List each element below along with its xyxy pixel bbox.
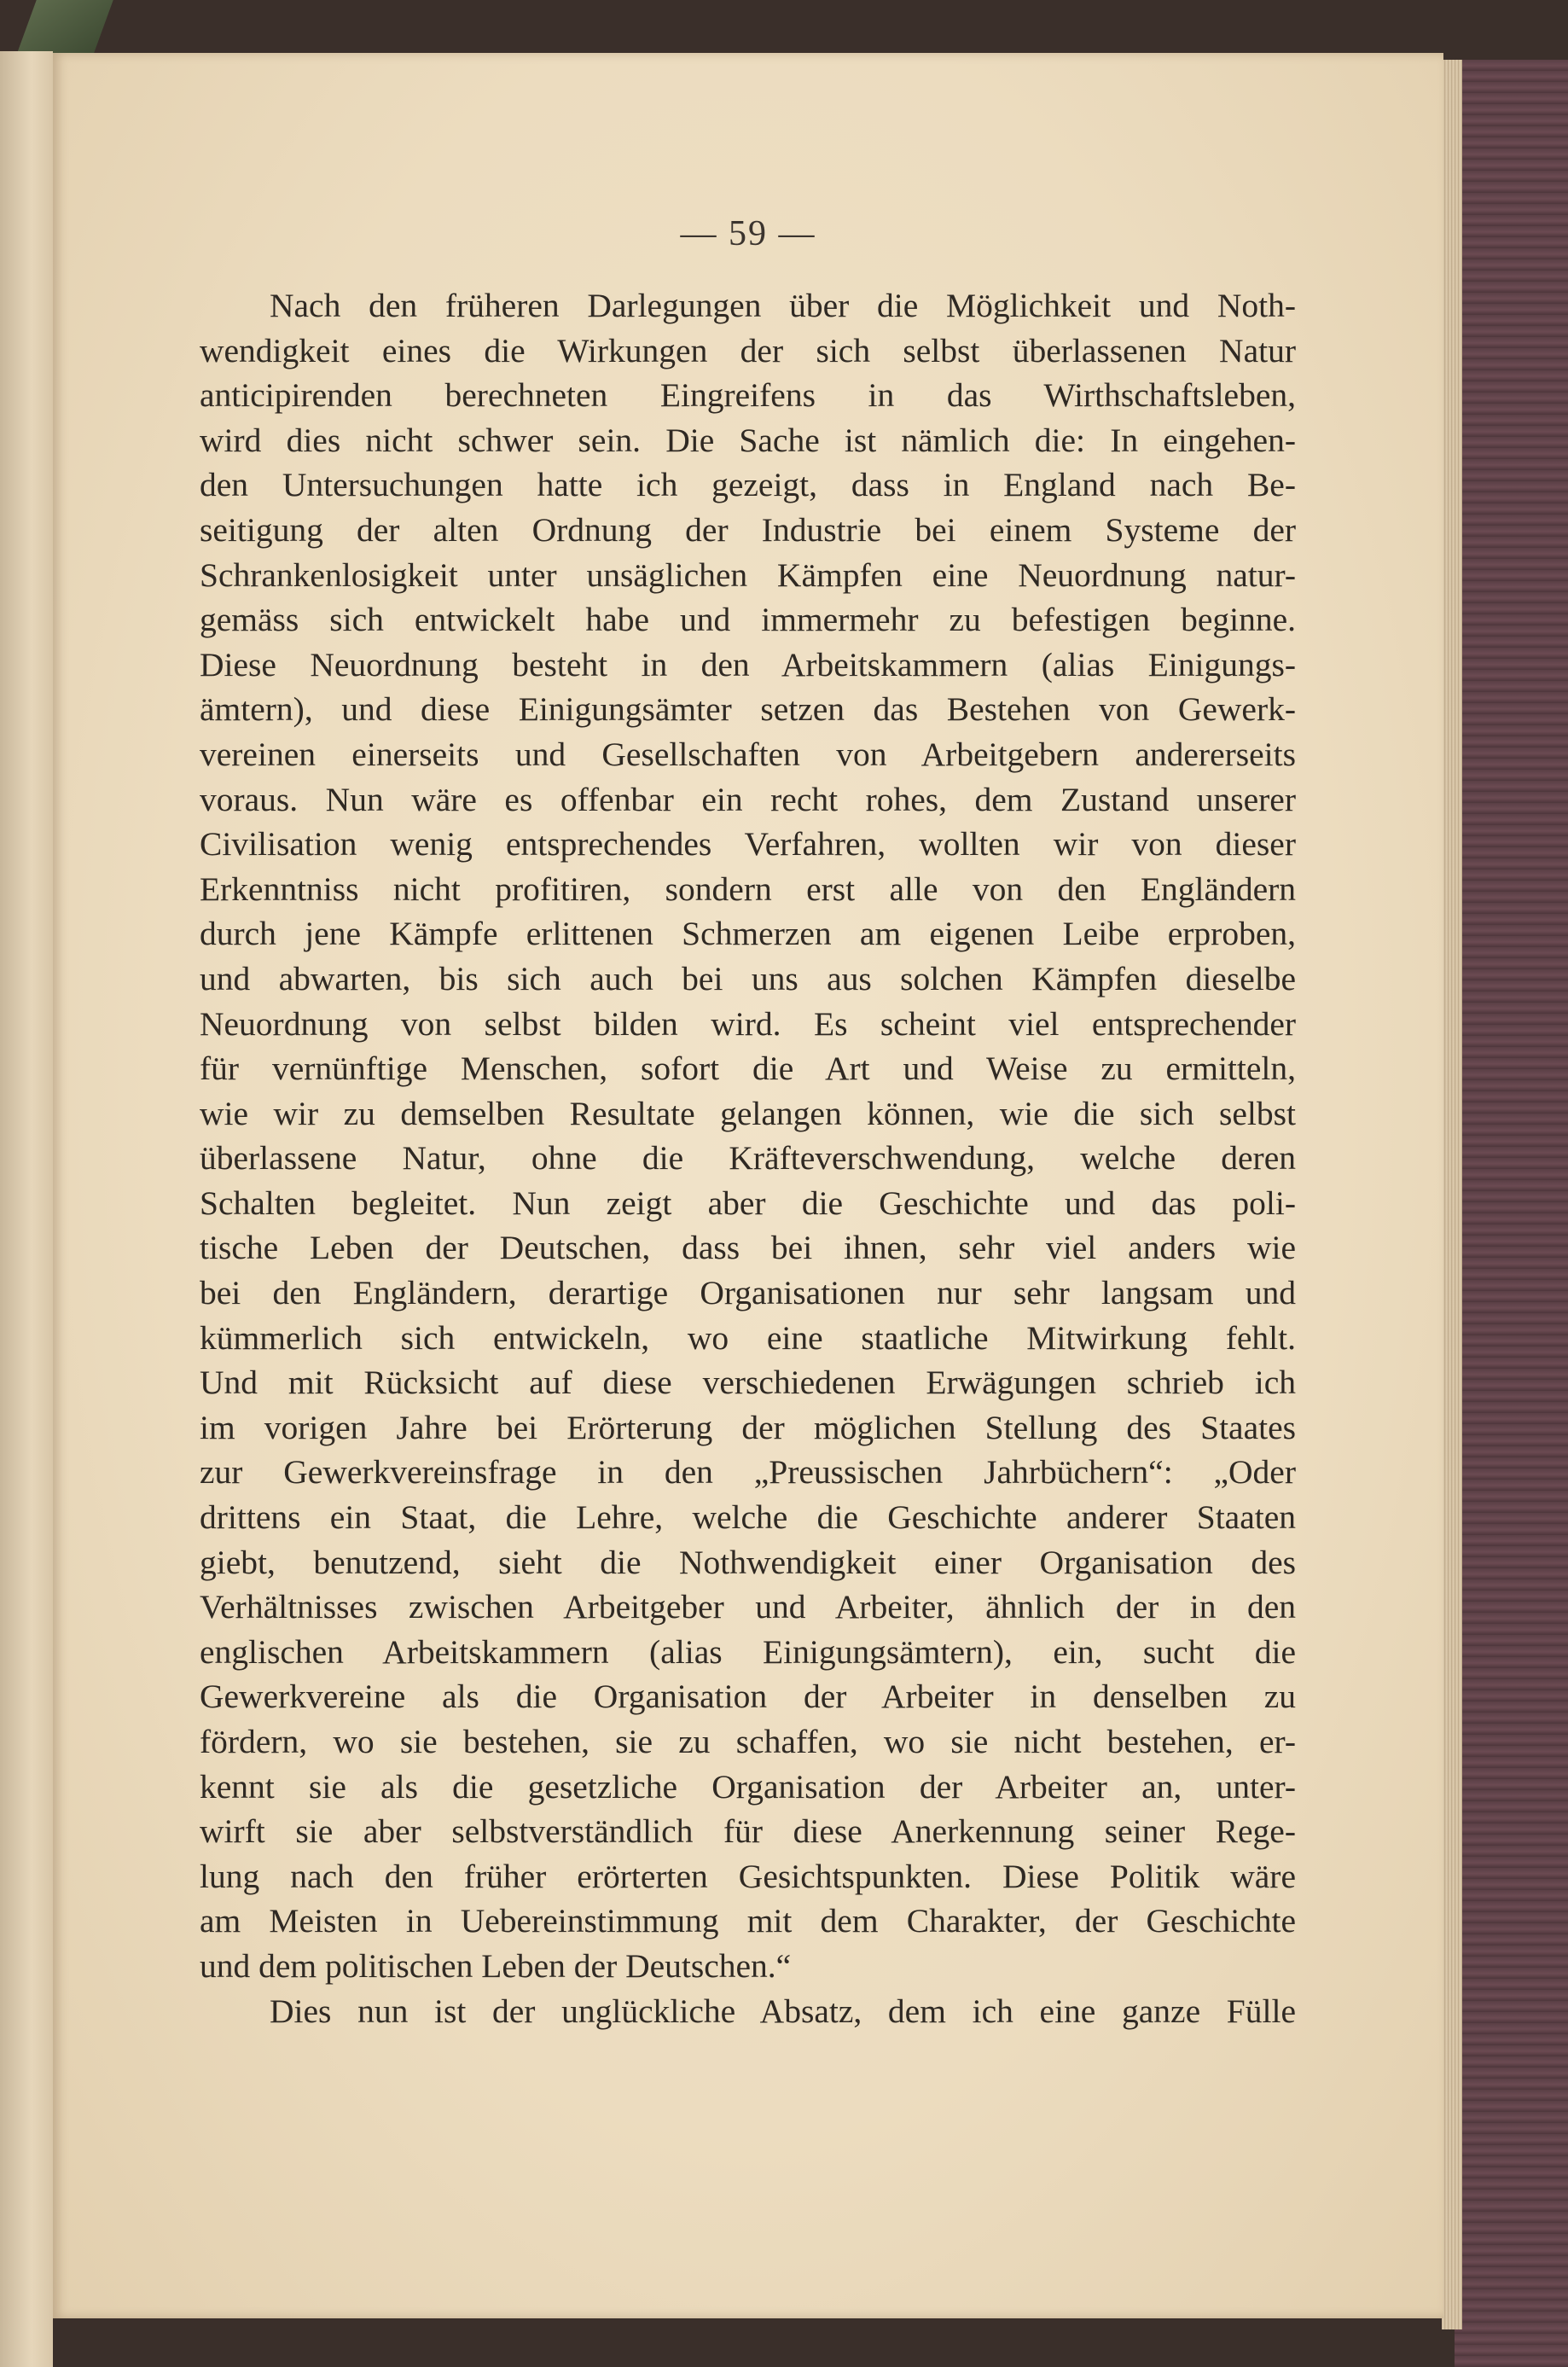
text-line: durch jene Kämpfe erlittenen Schmerzen am eigenen Leibe erproben, [200,915,1296,953]
text-line: giebt, benutzend, sieht die Nothwendigkeit einer Organisation des [200,1543,1296,1581]
text-line: wendigkeit eines die Wirkungen der sich selbst überlassenen Natur [200,331,1296,369]
text-line: Schrankenlosigkeit unter unsäglichen Kämpfen eine Neuordnung natur- [200,555,1296,594]
book-cover-edge [1455,60,1568,2367]
page-number: — 59 — [680,214,816,253]
text-line: Erkenntniss nicht profitiren, sondern erst alle von den Engländern [200,869,1296,908]
text-line: vereinen einerseits und Gesellschaften von Arbeitgebern andererseits [200,735,1296,773]
text-line: voraus. Nun wäre es offenbar ein recht rohes, dem Zustand unserer [200,780,1296,818]
text-line: Neuordnung von selbst bilden wird. Es scheint viel entsprechender [200,1004,1296,1043]
text-line: anticipirenden berechneten Eingreifens in das Wirthschaftsleben, [200,376,1296,415]
text-line: fördern, wo sie bestehen, sie zu schaffen, wo sie nicht bestehen, er- [200,1723,1296,1760]
text-line: Civilisation wenig entsprechendes Verfahren, wollten wir von dieser [200,825,1296,864]
body-text [200,283,1296,2033]
text-line: lung nach den früher erörterten Gesichtspunkten. Diese Politik wäre [200,1857,1296,1895]
text-line: für vernünftige Menschen, sofort die Art und Weise zu ermitteln, [200,1050,1296,1088]
text-line: gemäss sich entwickelt habe und immermehr zu befestigen beginne. [200,601,1296,639]
text-line: Verhältnisses zwischen Arbeitgeber und Arbeiter, ähnlich der in den [200,1588,1296,1626]
text-line: Dies nun ist der unglückliche Absatz, dem ich eine ganze Fülle [270,1992,1296,2030]
text-line: im vorigen Jahre bei Erörterung der möglichen Stellung des Staates [200,1408,1296,1446]
text-line: seitigung der alten Ordnung der Industrie bei einem Systeme der [200,510,1296,549]
text-line: und dem politischen Leben der Deutschen.“ [200,1946,792,1985]
book-page [53,53,1443,2318]
text-line: wird dies nicht schwer sein. Die Sache ist nämlich die: In eingehen- [200,421,1296,459]
text-line: den Untersuchungen hatte ich gezeigt, dass in England nach Be- [200,466,1296,504]
text-line: tische Leben der Deutschen, dass bei ihnen, sehr viel anders wie [200,1229,1296,1267]
text-line: bei den Engländern, derartige Organisationen nur sehr langsam und [200,1274,1296,1312]
text-line: Nach den früheren Darlegungen über die Möglichkeit und Noth- [270,287,1296,324]
text-line: wirft sie aber selbstverständlich für diese Anerkennung seiner Rege- [200,1812,1296,1851]
text-line: Und mit Rücksicht auf diese verschiedenen Erwägungen schrieb ich [200,1364,1296,1402]
text-line: Diese Neuordnung besteht in den Arbeitskammern (alias Einigungs- [200,645,1296,683]
text-line: Schalten begleitet. Nun zeigt aber die Geschichte und das poli- [200,1184,1296,1222]
text-line: wie wir zu demselben Resultate gelangen können, wie die sich selbst [200,1094,1296,1132]
page-block-edges [1442,60,1462,2329]
text-line: am Meisten in Uebereinstimmung mit dem Charakter, der Geschichte [200,1902,1296,1940]
facing-page-edge [0,51,53,2367]
text-line: Gewerkvereine als die Organisation der Arbeiter in denselben zu [200,1678,1296,1716]
text-line: kümmerlich sich entwickeln, wo eine staatliche Mitwirkung fehlt. [200,1318,1296,1357]
text-line: überlassene Natur, ohne die Kräfteverschwendung, welche deren [200,1139,1296,1178]
text-line: zur Gewerkvereinsfrage in den „Preussischen Jahrbüchern“: „Oder [200,1453,1296,1492]
text-line: englischen Arbeitskammern (alias Einigungsämtern), ein, sucht die [200,1632,1296,1671]
text-line: und abwarten, bis sich auch bei uns aus solchen Kämpfen dieselbe [200,959,1296,997]
text-line: ämtern), und diese Einigungsämter setzen das Bestehen von Gewerk- [200,690,1296,729]
text-line: kennt sie als die gesetzliche Organisation der Arbeiter an, unter- [200,1767,1296,1806]
text-line: drittens ein Staat, die Lehre, welche die Geschichte anderer Staaten [200,1498,1296,1537]
